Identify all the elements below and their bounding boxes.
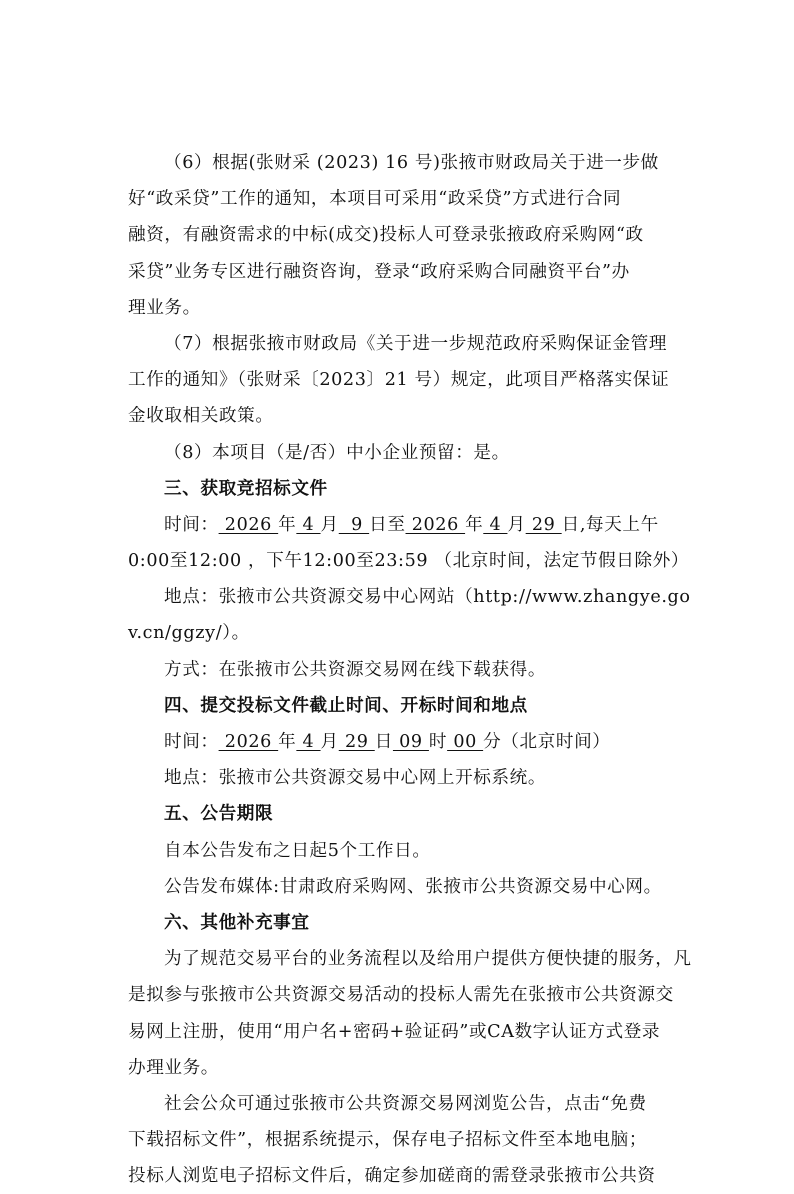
paragraph-line: 办理业务。: [128, 1057, 219, 1078]
unit: 年: [278, 514, 297, 535]
paragraph-line: 0:00至12:00 ，下午12:00至23:59 （北京时间，法定节假日除外）: [128, 551, 690, 572]
paragraph-line: （8）本项目（是/否）中小企业预留：是。: [164, 442, 510, 463]
start-day: 9: [338, 514, 370, 535]
paragraph-line: 好“政采贷”工作的通知，本项目可采用“政采贷”方式进行合同: [128, 189, 622, 210]
deadline-minute: 00: [447, 732, 484, 752]
paragraph-line: 金收取相关政策。: [128, 406, 274, 427]
paragraph-line: 地点：张掖市公共资源交易中心网站（http://www.zhangye.go: [164, 587, 691, 608]
deadline-month: 4: [296, 732, 321, 752]
start-year: 2026: [218, 514, 279, 535]
paragraph-line: 地点：张掖市公共资源交易中心网上开标系统。: [164, 768, 547, 789]
unit: 年: [465, 514, 484, 535]
paragraph-line: 下载招标文件”，根据系统提示，保存电子招标文件至本地电脑；: [128, 1130, 648, 1151]
paragraph-line: （6）根据(张财采 (2023) 16 号)张掖市财政局关于进一步做: [164, 153, 659, 173]
paragraph-line: 方式：在张掖市公共资源交易网在线下载获得。: [164, 659, 547, 680]
paragraph-line: 投标人浏览电子招标文件后，确定参加磋商的需登录张掖市公共资: [128, 1166, 656, 1187]
document-body: [128, 145, 692, 1194]
section-heading-4: 四、提交投标文件截止时间、开标时间和地点: [164, 695, 528, 716]
paragraph-line: 工作的通知》（张财采〔2023〕21 号）规定，此项目严格落实保证: [128, 370, 670, 391]
unit: 月: [320, 514, 339, 535]
deadline-year: 2026: [218, 732, 279, 752]
deadline-hour: 09: [392, 732, 429, 752]
paragraph-line: 采贷”业务专区进行融资咨询，登录“政府采购合同融资平台”办: [128, 261, 630, 282]
unit: 日至: [369, 514, 406, 535]
unit: 月: [507, 514, 526, 535]
paragraph-line: 公告发布媒体:甘肃政府采购网、张掖市公共资源交易中心网。: [164, 876, 662, 897]
paragraph-line: 理业务。: [128, 297, 201, 318]
paragraph-line: v.cn/ggzy/）。: [128, 623, 250, 644]
section-heading-5: 五、公告期限: [164, 804, 274, 825]
paragraph-line: 社会公众可通过张掖市公共资源交易网浏览公告，点击“免费: [164, 1093, 647, 1114]
unit: 分（北京时间）: [483, 732, 611, 752]
end-month: 4: [483, 514, 508, 535]
label: 时间：: [164, 514, 219, 535]
unit: 日,每天上午: [561, 514, 659, 535]
unit: 时: [428, 732, 448, 752]
start-month: 4: [296, 514, 321, 535]
section-heading-6: 六、其他补充事宜: [164, 912, 310, 933]
paragraph-line: 是拟参与张掖市公共资源交易活动的投标人需先在张掖市公共资源交: [128, 985, 674, 1006]
unit: 年: [278, 732, 297, 752]
paragraph-line: 自本公告发布之日起5个工作日。: [164, 840, 431, 861]
unit: 日: [374, 732, 393, 752]
deadline-day: 29: [338, 732, 375, 752]
paragraph-line: 为了规范交易平台的业务流程以及给用户提供方便快捷的服务，凡: [164, 949, 692, 970]
paragraph-line: （7）根据张掖市财政局《关于进一步规范政府采购保证金管理: [164, 333, 668, 354]
unit: 月: [320, 732, 339, 752]
end-day: 29: [525, 514, 562, 535]
deadline-time-line: [128, 724, 668, 760]
bid-doc-time-line: [128, 507, 668, 543]
section-heading-3: 三、获取竞招标文件: [164, 478, 328, 499]
paragraph-line: 融资，有融资需求的中标(成交)投标人可登录张掖政府采购网“政: [128, 225, 644, 246]
label: 时间：: [164, 732, 219, 752]
end-year: 2026: [405, 514, 466, 535]
paragraph-line: 易网上注册，使用“用户名+密码+验证码”或CA数字认证方式登录: [128, 1021, 661, 1042]
